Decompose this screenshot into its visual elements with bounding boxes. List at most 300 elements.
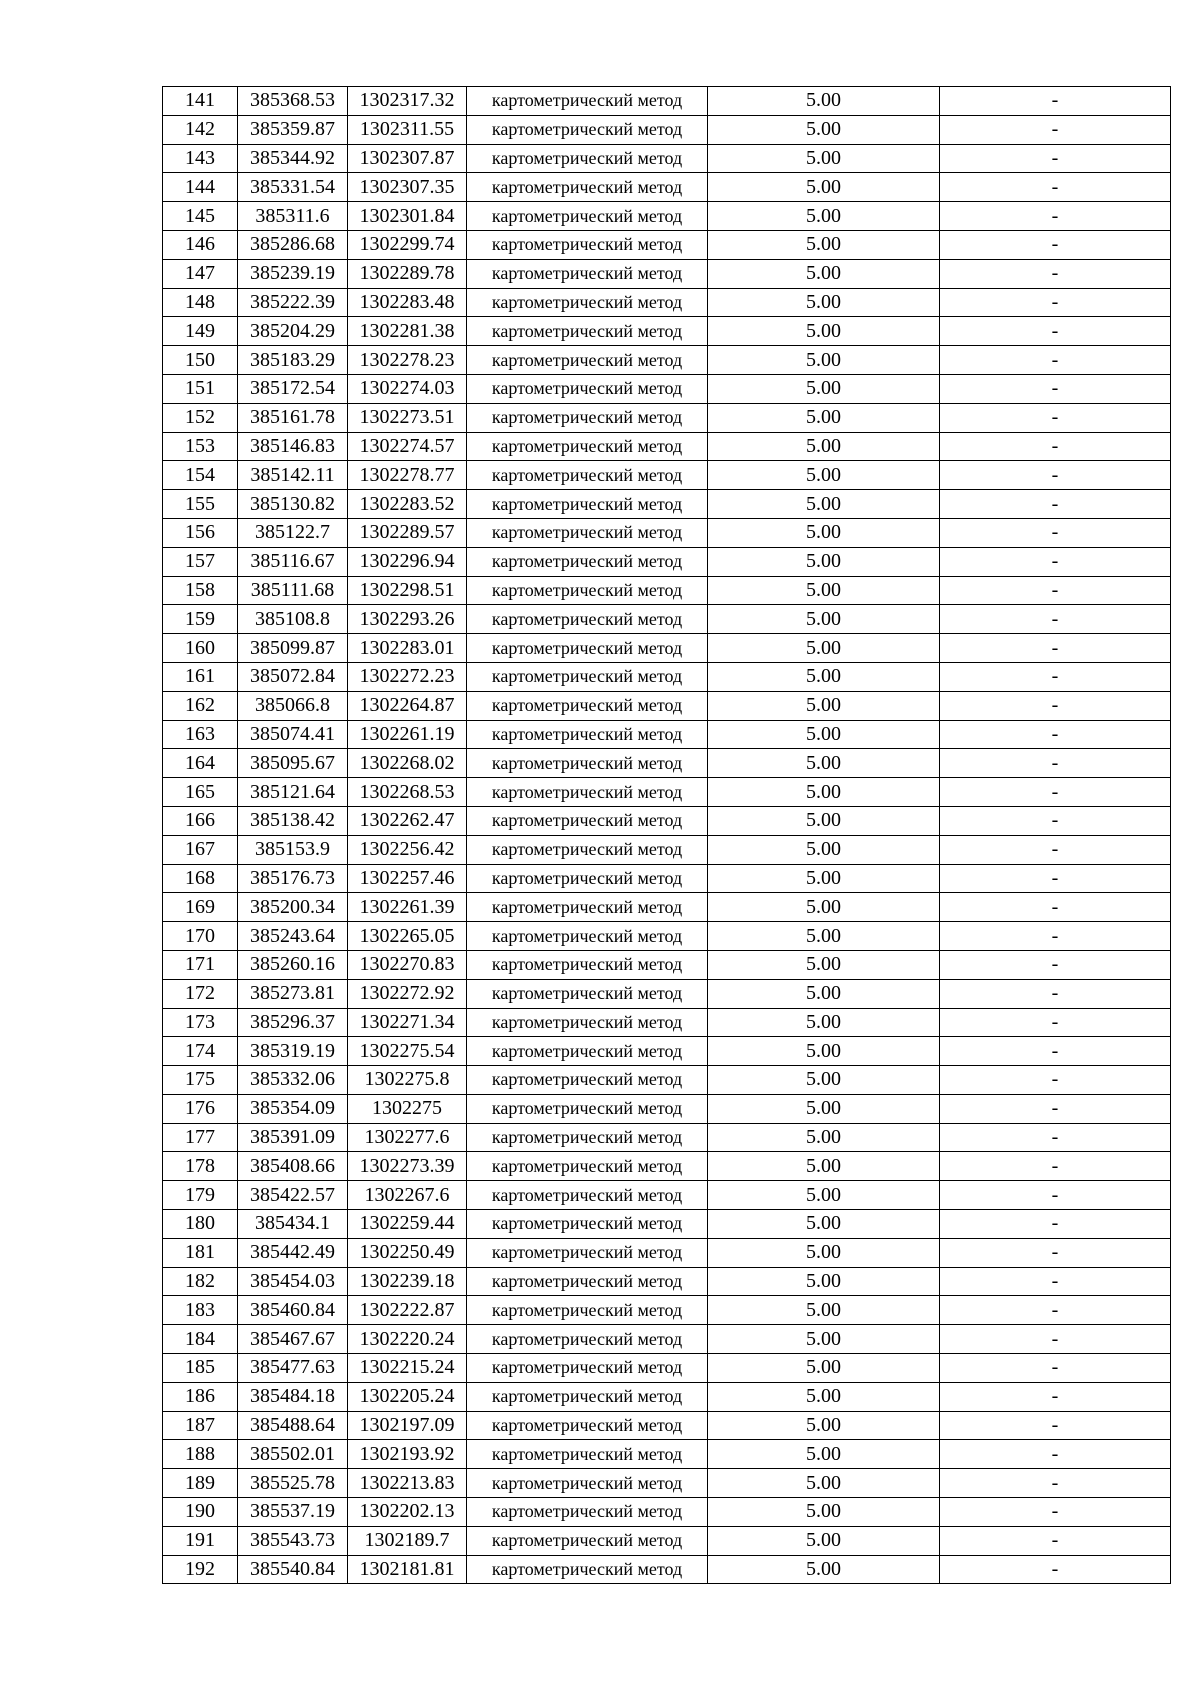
extra-cell: - [940, 806, 1171, 835]
point-number-cell: 147 [163, 259, 238, 288]
coordinate-x-cell: 385331.54 [238, 173, 348, 202]
table-row [163, 461, 1171, 490]
coordinate-x-cell: 385072.84 [238, 662, 348, 691]
point-number-cell: 165 [163, 778, 238, 807]
accuracy-cell: 5.00 [708, 605, 940, 634]
extra-cell: - [940, 115, 1171, 144]
method-cell: картометрический метод [467, 979, 708, 1008]
table-row [163, 749, 1171, 778]
coordinate-x-cell: 385408.66 [238, 1152, 348, 1181]
coordinate-x-cell: 385116.67 [238, 547, 348, 576]
coordinate-y-cell: 1302274.03 [348, 374, 467, 403]
table-row [163, 1354, 1171, 1383]
coordinate-x-cell: 385138.42 [238, 806, 348, 835]
method-cell: картометрический метод [467, 317, 708, 346]
accuracy-cell: 5.00 [708, 1152, 940, 1181]
extra-cell: - [940, 173, 1171, 202]
extra-cell: - [940, 346, 1171, 375]
coordinate-x-cell: 385222.39 [238, 288, 348, 317]
accuracy-cell: 5.00 [708, 346, 940, 375]
coordinate-y-cell: 1302256.42 [348, 835, 467, 864]
coordinate-x-cell: 385146.83 [238, 432, 348, 461]
accuracy-cell: 5.00 [708, 691, 940, 720]
table-row [163, 1469, 1171, 1498]
point-number-cell: 143 [163, 144, 238, 173]
extra-cell: - [940, 1037, 1171, 1066]
coordinate-x-cell: 385204.29 [238, 317, 348, 346]
point-number-cell: 144 [163, 173, 238, 202]
coordinate-y-cell: 1302189.7 [348, 1526, 467, 1555]
point-number-cell: 180 [163, 1210, 238, 1239]
coordinate-y-cell: 1302197.09 [348, 1411, 467, 1440]
extra-cell: - [940, 1469, 1171, 1498]
table-row [163, 806, 1171, 835]
table-row [163, 317, 1171, 346]
coordinate-x-cell: 385359.87 [238, 115, 348, 144]
table-row [163, 87, 1171, 116]
accuracy-cell: 5.00 [708, 922, 940, 951]
point-number-cell: 186 [163, 1382, 238, 1411]
method-cell: картометрический метод [467, 662, 708, 691]
accuracy-cell: 5.00 [708, 1555, 940, 1584]
method-cell: картометрический метод [467, 1066, 708, 1095]
extra-cell: - [940, 979, 1171, 1008]
point-number-cell: 181 [163, 1238, 238, 1267]
coordinate-y-cell: 1302271.34 [348, 1008, 467, 1037]
coordinate-y-cell: 1302307.87 [348, 144, 467, 173]
extra-cell: - [940, 1123, 1171, 1152]
point-number-cell: 191 [163, 1526, 238, 1555]
accuracy-cell: 5.00 [708, 835, 940, 864]
method-cell: картометрический метод [467, 1555, 708, 1584]
coordinate-y-cell: 1302289.57 [348, 518, 467, 547]
accuracy-cell: 5.00 [708, 1066, 940, 1095]
coordinate-x-cell: 385537.19 [238, 1498, 348, 1527]
accuracy-cell: 5.00 [708, 547, 940, 576]
table-row [163, 864, 1171, 893]
coordinate-x-cell: 385311.6 [238, 202, 348, 231]
table-row [163, 144, 1171, 173]
coordinate-x-cell: 385391.09 [238, 1123, 348, 1152]
point-number-cell: 149 [163, 317, 238, 346]
table-row [163, 605, 1171, 634]
method-cell: картометрический метод [467, 778, 708, 807]
extra-cell: - [940, 1296, 1171, 1325]
table-row [163, 835, 1171, 864]
extra-cell: - [940, 1325, 1171, 1354]
accuracy-cell: 5.00 [708, 288, 940, 317]
accuracy-cell: 5.00 [708, 662, 940, 691]
method-cell: картометрический метод [467, 720, 708, 749]
table-row [163, 634, 1171, 663]
method-cell: картометрический метод [467, 547, 708, 576]
extra-cell: - [940, 202, 1171, 231]
method-cell: картометрический метод [467, 202, 708, 231]
accuracy-cell: 5.00 [708, 1382, 940, 1411]
extra-cell: - [940, 403, 1171, 432]
point-number-cell: 182 [163, 1267, 238, 1296]
accuracy-cell: 5.00 [708, 1267, 940, 1296]
accuracy-cell: 5.00 [708, 1094, 940, 1123]
coordinate-y-cell: 1302270.83 [348, 950, 467, 979]
extra-cell: - [940, 922, 1171, 951]
point-number-cell: 185 [163, 1354, 238, 1383]
method-cell: картометрический метод [467, 1526, 708, 1555]
method-cell: картометрический метод [467, 893, 708, 922]
point-number-cell: 178 [163, 1152, 238, 1181]
extra-cell: - [940, 720, 1171, 749]
point-number-cell: 152 [163, 403, 238, 432]
method-cell: картометрический метод [467, 1325, 708, 1354]
table-row [163, 1152, 1171, 1181]
coordinate-y-cell: 1302261.19 [348, 720, 467, 749]
coordinate-y-cell: 1302293.26 [348, 605, 467, 634]
accuracy-cell: 5.00 [708, 403, 940, 432]
method-cell: картометрический метод [467, 230, 708, 259]
coordinate-y-cell: 1302268.53 [348, 778, 467, 807]
table-row [163, 1008, 1171, 1037]
table-row [163, 778, 1171, 807]
point-number-cell: 163 [163, 720, 238, 749]
table-row [163, 950, 1171, 979]
table-row [163, 922, 1171, 951]
table-row [163, 576, 1171, 605]
point-number-cell: 158 [163, 576, 238, 605]
method-cell: картометрический метод [467, 374, 708, 403]
coordinate-y-cell: 1302267.6 [348, 1181, 467, 1210]
point-number-cell: 190 [163, 1498, 238, 1527]
accuracy-cell: 5.00 [708, 864, 940, 893]
extra-cell: - [940, 1210, 1171, 1239]
accuracy-cell: 5.00 [708, 576, 940, 605]
method-cell: картометрический метод [467, 173, 708, 202]
accuracy-cell: 5.00 [708, 806, 940, 835]
coordinate-x-cell: 385130.82 [238, 490, 348, 519]
table-row [163, 1440, 1171, 1469]
table-row [163, 1066, 1171, 1095]
table-row [163, 288, 1171, 317]
accuracy-cell: 5.00 [708, 87, 940, 116]
extra-cell: - [940, 87, 1171, 116]
method-cell: картометрический метод [467, 1296, 708, 1325]
accuracy-cell: 5.00 [708, 230, 940, 259]
point-number-cell: 192 [163, 1555, 238, 1584]
table-row [163, 1094, 1171, 1123]
accuracy-cell: 5.00 [708, 259, 940, 288]
coordinate-x-cell: 385354.09 [238, 1094, 348, 1123]
table-row [163, 490, 1171, 519]
coordinate-x-cell: 385074.41 [238, 720, 348, 749]
accuracy-cell: 5.00 [708, 778, 940, 807]
table-row [163, 1037, 1171, 1066]
extra-cell: - [940, 605, 1171, 634]
table-row [163, 547, 1171, 576]
point-number-cell: 148 [163, 288, 238, 317]
extra-cell: - [940, 749, 1171, 778]
point-number-cell: 159 [163, 605, 238, 634]
extra-cell: - [940, 461, 1171, 490]
coordinate-x-cell: 385243.64 [238, 922, 348, 951]
extra-cell: - [940, 1152, 1171, 1181]
coordinate-x-cell: 385332.06 [238, 1066, 348, 1095]
point-number-cell: 172 [163, 979, 238, 1008]
accuracy-cell: 5.00 [708, 1123, 940, 1152]
extra-cell: - [940, 1181, 1171, 1210]
point-number-cell: 171 [163, 950, 238, 979]
accuracy-cell: 5.00 [708, 634, 940, 663]
extra-cell: - [940, 634, 1171, 663]
extra-cell: - [940, 1440, 1171, 1469]
extra-cell: - [940, 518, 1171, 547]
extra-cell: - [940, 259, 1171, 288]
coordinate-x-cell: 385484.18 [238, 1382, 348, 1411]
point-number-cell: 188 [163, 1440, 238, 1469]
coordinate-x-cell: 385368.53 [238, 87, 348, 116]
coordinate-y-cell: 1302215.24 [348, 1354, 467, 1383]
coordinate-x-cell: 385434.1 [238, 1210, 348, 1239]
coordinate-y-cell: 1302275.54 [348, 1037, 467, 1066]
method-cell: картометрический метод [467, 1498, 708, 1527]
table-row [163, 1296, 1171, 1325]
coordinate-y-cell: 1302239.18 [348, 1267, 467, 1296]
point-number-cell: 142 [163, 115, 238, 144]
coordinate-x-cell: 385296.37 [238, 1008, 348, 1037]
coordinate-y-cell: 1302268.02 [348, 749, 467, 778]
method-cell: картометрический метод [467, 490, 708, 519]
coordinate-y-cell: 1302193.92 [348, 1440, 467, 1469]
method-cell: картометрический метод [467, 576, 708, 605]
coordinate-x-cell: 385525.78 [238, 1469, 348, 1498]
accuracy-cell: 5.00 [708, 1181, 940, 1210]
coordinate-x-cell: 385344.92 [238, 144, 348, 173]
accuracy-cell: 5.00 [708, 173, 940, 202]
coordinate-y-cell: 1302222.87 [348, 1296, 467, 1325]
extra-cell: - [940, 288, 1171, 317]
accuracy-cell: 5.00 [708, 1008, 940, 1037]
extra-cell: - [940, 432, 1171, 461]
method-cell: картометрический метод [467, 403, 708, 432]
extra-cell: - [940, 864, 1171, 893]
coordinate-x-cell: 385422.57 [238, 1181, 348, 1210]
coordinate-y-cell: 1302272.92 [348, 979, 467, 1008]
table-row [163, 1411, 1171, 1440]
coordinate-x-cell: 385095.67 [238, 749, 348, 778]
method-cell: картометрический метод [467, 87, 708, 116]
table-row [163, 115, 1171, 144]
extra-cell: - [940, 691, 1171, 720]
method-cell: картометрический метод [467, 1094, 708, 1123]
table-row [163, 1238, 1171, 1267]
coordinate-x-cell: 385161.78 [238, 403, 348, 432]
point-number-cell: 156 [163, 518, 238, 547]
point-number-cell: 145 [163, 202, 238, 231]
table-row [163, 202, 1171, 231]
coordinate-x-cell: 385319.19 [238, 1037, 348, 1066]
extra-cell: - [940, 1008, 1171, 1037]
point-number-cell: 141 [163, 87, 238, 116]
point-number-cell: 160 [163, 634, 238, 663]
coordinate-y-cell: 1302264.87 [348, 691, 467, 720]
method-cell: картометрический метод [467, 1008, 708, 1037]
extra-cell: - [940, 835, 1171, 864]
accuracy-cell: 5.00 [708, 432, 940, 461]
coordinate-y-cell: 1302181.81 [348, 1555, 467, 1584]
coordinate-x-cell: 385111.68 [238, 576, 348, 605]
table-row [163, 1267, 1171, 1296]
accuracy-cell: 5.00 [708, 1210, 940, 1239]
point-number-cell: 175 [163, 1066, 238, 1095]
coordinate-x-cell: 385122.7 [238, 518, 348, 547]
coordinate-y-cell: 1302283.52 [348, 490, 467, 519]
accuracy-cell: 5.00 [708, 1325, 940, 1354]
coordinate-y-cell: 1302275.8 [348, 1066, 467, 1095]
method-cell: картометрический метод [467, 864, 708, 893]
method-cell: картометрический метод [467, 346, 708, 375]
extra-cell: - [940, 1555, 1171, 1584]
method-cell: картометрический метод [467, 1181, 708, 1210]
point-number-cell: 169 [163, 893, 238, 922]
coordinate-x-cell: 385540.84 [238, 1555, 348, 1584]
extra-cell: - [940, 1382, 1171, 1411]
coordinate-y-cell: 1302311.55 [348, 115, 467, 144]
accuracy-cell: 5.00 [708, 979, 940, 1008]
table-row [163, 432, 1171, 461]
method-cell: картометрический метод [467, 288, 708, 317]
extra-cell: - [940, 1066, 1171, 1095]
coordinate-x-cell: 385172.54 [238, 374, 348, 403]
accuracy-cell: 5.00 [708, 374, 940, 403]
accuracy-cell: 5.00 [708, 1498, 940, 1527]
coordinate-y-cell: 1302278.23 [348, 346, 467, 375]
coordinate-y-cell: 1302317.32 [348, 87, 467, 116]
table-row [163, 691, 1171, 720]
coordinate-y-cell: 1302278.77 [348, 461, 467, 490]
coordinate-y-cell: 1302261.39 [348, 893, 467, 922]
point-number-cell: 164 [163, 749, 238, 778]
coordinate-y-cell: 1302265.05 [348, 922, 467, 951]
coordinate-y-cell: 1302307.35 [348, 173, 467, 202]
point-number-cell: 166 [163, 806, 238, 835]
coordinates-table [162, 86, 1171, 1584]
point-number-cell: 187 [163, 1411, 238, 1440]
coordinate-y-cell: 1302283.48 [348, 288, 467, 317]
method-cell: картометрический метод [467, 691, 708, 720]
coordinates-table-body [163, 87, 1171, 1584]
accuracy-cell: 5.00 [708, 1526, 940, 1555]
accuracy-cell: 5.00 [708, 490, 940, 519]
table-row [163, 893, 1171, 922]
method-cell: картометрический метод [467, 1123, 708, 1152]
extra-cell: - [940, 576, 1171, 605]
coordinate-y-cell: 1302272.23 [348, 662, 467, 691]
method-cell: картометрический метод [467, 518, 708, 547]
method-cell: картометрический метод [467, 1037, 708, 1066]
extra-cell: - [940, 547, 1171, 576]
table-row [163, 259, 1171, 288]
accuracy-cell: 5.00 [708, 893, 940, 922]
coordinate-y-cell: 1302220.24 [348, 1325, 467, 1354]
coordinate-x-cell: 385108.8 [238, 605, 348, 634]
coordinate-x-cell: 385066.8 [238, 691, 348, 720]
point-number-cell: 155 [163, 490, 238, 519]
coordinate-y-cell: 1302213.83 [348, 1469, 467, 1498]
table-row [163, 518, 1171, 547]
coordinate-y-cell: 1302273.51 [348, 403, 467, 432]
coordinate-x-cell: 385142.11 [238, 461, 348, 490]
method-cell: картометрический метод [467, 1238, 708, 1267]
extra-cell: - [940, 144, 1171, 173]
extra-cell: - [940, 317, 1171, 346]
extra-cell: - [940, 1411, 1171, 1440]
accuracy-cell: 5.00 [708, 1354, 940, 1383]
coordinate-y-cell: 1302299.74 [348, 230, 467, 259]
point-number-cell: 170 [163, 922, 238, 951]
coordinate-x-cell: 385454.03 [238, 1267, 348, 1296]
point-number-cell: 179 [163, 1181, 238, 1210]
coordinate-x-cell: 385099.87 [238, 634, 348, 663]
coordinate-y-cell: 1302275 [348, 1094, 467, 1123]
extra-cell: - [940, 1094, 1171, 1123]
table-row [163, 1526, 1171, 1555]
point-number-cell: 189 [163, 1469, 238, 1498]
point-number-cell: 154 [163, 461, 238, 490]
coordinate-x-cell: 385273.81 [238, 979, 348, 1008]
coordinate-y-cell: 1302259.44 [348, 1210, 467, 1239]
table-row [163, 173, 1171, 202]
coordinate-y-cell: 1302262.47 [348, 806, 467, 835]
accuracy-cell: 5.00 [708, 720, 940, 749]
coordinate-y-cell: 1302277.6 [348, 1123, 467, 1152]
coordinate-x-cell: 385442.49 [238, 1238, 348, 1267]
table-row [163, 720, 1171, 749]
table-row [163, 403, 1171, 432]
point-number-cell: 151 [163, 374, 238, 403]
coordinate-x-cell: 385121.64 [238, 778, 348, 807]
coordinate-x-cell: 385239.19 [238, 259, 348, 288]
coordinate-x-cell: 385153.9 [238, 835, 348, 864]
method-cell: картометрический метод [467, 1152, 708, 1181]
coordinate-y-cell: 1302281.38 [348, 317, 467, 346]
table-row [163, 1325, 1171, 1354]
extra-cell: - [940, 230, 1171, 259]
accuracy-cell: 5.00 [708, 1037, 940, 1066]
coordinate-x-cell: 385488.64 [238, 1411, 348, 1440]
coordinate-x-cell: 385543.73 [238, 1526, 348, 1555]
method-cell: картометрический метод [467, 115, 708, 144]
coordinate-x-cell: 385502.01 [238, 1440, 348, 1469]
method-cell: картометрический метод [467, 1411, 708, 1440]
point-number-cell: 183 [163, 1296, 238, 1325]
extra-cell: - [940, 893, 1171, 922]
accuracy-cell: 5.00 [708, 1411, 940, 1440]
accuracy-cell: 5.00 [708, 1238, 940, 1267]
table-row [163, 1181, 1171, 1210]
method-cell: картометрический метод [467, 259, 708, 288]
point-number-cell: 157 [163, 547, 238, 576]
table-row [163, 1382, 1171, 1411]
accuracy-cell: 5.00 [708, 317, 940, 346]
coordinate-y-cell: 1302283.01 [348, 634, 467, 663]
coordinate-x-cell: 385467.67 [238, 1325, 348, 1354]
method-cell: картометрический метод [467, 1382, 708, 1411]
accuracy-cell: 5.00 [708, 749, 940, 778]
point-number-cell: 174 [163, 1037, 238, 1066]
table-row [163, 346, 1171, 375]
point-number-cell: 162 [163, 691, 238, 720]
coordinate-y-cell: 1302298.51 [348, 576, 467, 605]
method-cell: картометрический метод [467, 605, 708, 634]
extra-cell: - [940, 1238, 1171, 1267]
